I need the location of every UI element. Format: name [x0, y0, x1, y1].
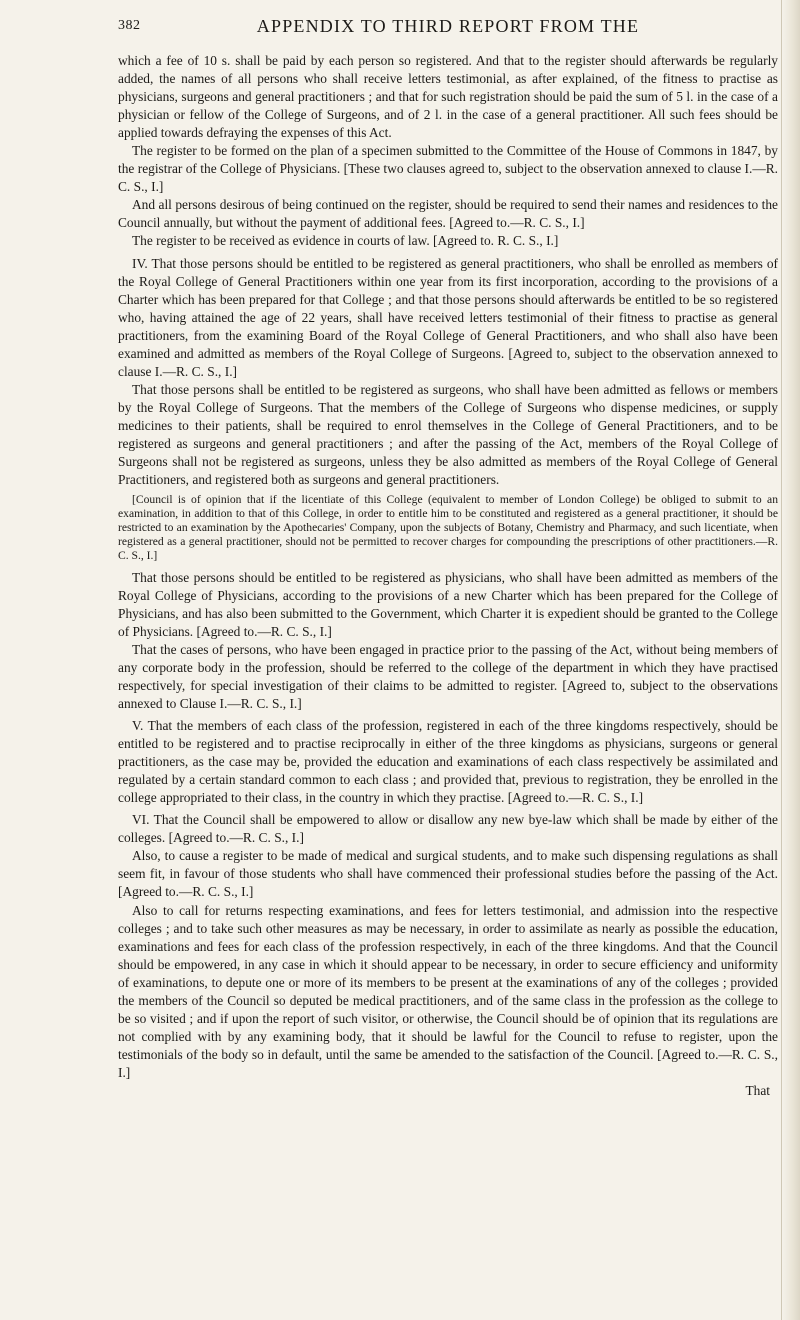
paragraph: The register to be formed on the plan of a specimen submitted to the Committee of the House of Commons in 1847, by the registrar of the College of Physicians. [These two clauses agreed to, subject to the observation annexed to clause I.—R. C. S., I.] [118, 143, 778, 195]
paragraph: Also, to cause a register to be made of medical and surgical students, and to make such dispensing regulations as shall seem fit, in favour of those students who shall have commenced their professional studies before the passing of the Act. [Agreed to.—R. C. S., I.] [118, 848, 778, 900]
section-iv: IV. That those persons should be entitled to be registered as general practitioners, who shall be enrolled as members of the Royal College of General Practitioners within one year from its first incorporation, according to the provisions of a Charter which has been prepared for that College ; and that those persons should afterwards be entitled to be so registered who, having attained the age of 22 years, shall have received letters testimonial of their fitness to practise as general practitioners, from the examining Board of the Royal College of General Practitioners, and who shall also have been examined and admitted as members of the Royal College of Surgeons. [Agreed to, subject to the observation annexed to clause I.—R. C. S., I.] [118, 255, 778, 379]
paragraph: which a fee of 10 s. shall be paid by each person so registered. And that to the register should afterwards be regularly added, the names of all persons who shall receive letters testimonial, as after explained, of the fitness to practise as physicians, surgeons and general practitioners ; and that for such registration should be paid the sum of 5 l. in the case of a physician or fellow of the College of Surgeons, and of 2 l. in the case of a general practitioner. All such fees should be applied towards defraying the expenses of this Act. [118, 53, 778, 141]
page-edge [781, 0, 800, 1320]
running-head: APPENDIX TO THIRD REPORT FROM THE [256, 16, 640, 36]
paragraph: That the cases of persons, who have been engaged in practice prior to the passing of the Act, without being members of any corporate body in the profession, should be referred to the college of the department in which they have practised respectively, for special investigation of their claims to be admitted to register. [Agreed to, subject to the observations annexed to Clause I.—R. C. S., I.] [118, 641, 778, 711]
page-number: 382 [118, 18, 141, 33]
body-text [118, 52, 778, 1100]
paragraph: That those persons should be entitled to be registered as physicians, who shall have been admitted as members of the Royal College of Physicians, according to the provisions of a new Charter which has been prepared for the College of Physicians, and has also been submitted to the Government, which Charter it is expedient should be granted to the College of Physicians. [Agreed to.—R. C. S., I.] [118, 569, 778, 639]
paragraph: Also to call for returns respecting examinations, and fees for letters testimonial, and admission into the respective colleges ; and to take such other measures as may be necessary, in order to assimilate as nearly as possible the education, examinations and fees for each class of the profession respectively, in each of the three kingdoms. And that the Council should be empowered, in any case in which it should appear to be necessary, in order to secure efficiency and uniformity of examinations, to depute one or more of its members to be present at the examinations of any of the colleges ; provided the members of the Council so deputed be medical practitioners, and of the same class in the profession as the college to be so visited ; and if upon the report of such visitor, or otherwise, the Council should be of opinion that its regulations are not complied with by any examining body, that it should be lawful for the Council to refuse to register, upon the testimonials of the body so in default, until the same be amended to the satisfaction of the Council. [Agreed to.—R. C. S., I.] [118, 902, 778, 1080]
council-note: [Council is of opinion that if the licentiate of this College (equivalent to member of London College) be obliged to submit to an examination, in addition to that of this College, in order to entitle him to be constituted and registered as a general practitioner, it should be restricted to an examination by the Apothecaries' Company, upon the subjects of Botany, Chemistry and Pharmacy, and such licentiate, when registered as a general practitioner, should not be permitted to recover charges for compounding the prescriptions of other practitioners.—R. C. S., I.] [118, 493, 778, 562]
catchword: That [745, 1082, 770, 1098]
paragraph: The register to be received as evidence in courts of law. [Agreed to. R. C. S., I.] [132, 233, 559, 249]
section-vi: VI. That the Council shall be empowered to allow or disallow any new bye-law which shall be made by either of the colleges. [Agreed to.—R. C. S., I.] [118, 812, 778, 846]
page-header [118, 16, 778, 42]
paragraph: That those persons shall be entitled to be registered as surgeons, who shall have been admitted as fellows or members by the Royal College of Surgeons. That the members of the College of Surgeons who dispense medicines, or supply medicines to their patients, shall be required to enrol themselves in the College of General Practitioners, and to be registered as surgeons and general practitioners ; and after the passing of the Act, members of the Royal College of Surgeons shall not be registered as surgeons, unless they be also admitted as members of the Royal College of General Practitioners, and registered both as surgeons and general practitioners. [118, 381, 778, 488]
section-v: V. That the members of each class of the profession, registered in each of the three kingdoms respectively, should be entitled to be registered and to practise reciprocally in either of the three kingdoms as physicians, surgeons or general practitioners, as the case may be, provided the education and examinations of each class respectively be assimilated and regulated by a certain standard common to each class ; and provided that, previous to registration, they be enrolled in the college appropriated to their class, in the country in which they practise. [Agreed to.—R. C. S., I.] [118, 718, 778, 806]
paragraph: And all persons desirous of being continued on the register, should be required to send their names and residences to the Council annually, but without the payment of additional fees. [Agreed to.—R. C. S., I.] [118, 197, 778, 231]
